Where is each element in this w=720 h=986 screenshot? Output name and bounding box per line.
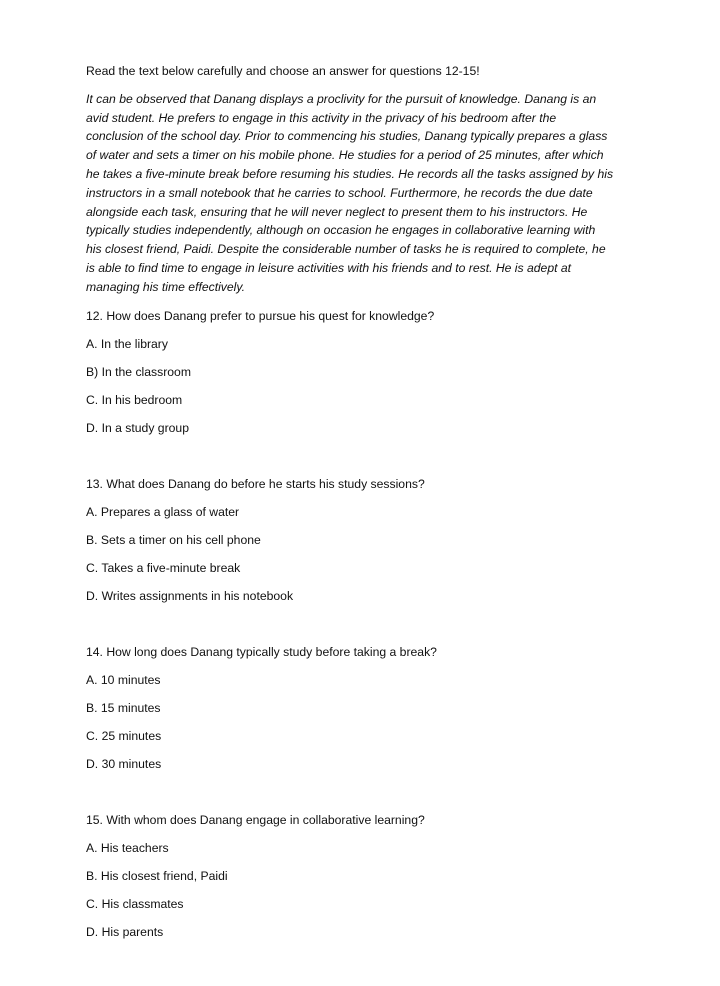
passage-line: typically studies independently, although on occasion he engages in collaborative learning with bbox=[86, 223, 596, 238]
passage-line: his closest friend, Paidi. Despite the considerable number of tasks he is required to complete, he bbox=[86, 242, 606, 257]
question-13 bbox=[86, 475, 646, 606]
answer-option: D. In a study group bbox=[86, 420, 189, 435]
answer-option: D. Writes assignments in his notebook bbox=[86, 588, 294, 603]
spacer bbox=[86, 783, 646, 811]
passage-line: is able to find time to engage in leisure activities with his friends and to rest. He is adept at bbox=[86, 260, 572, 275]
question-15 bbox=[86, 811, 646, 942]
answer-option: C. His classmates bbox=[86, 896, 184, 911]
answer-option: C. Takes a five-minute break bbox=[86, 560, 241, 575]
question-14 bbox=[86, 643, 646, 774]
answer-option: A. 10 minutes bbox=[86, 672, 161, 687]
question-text: 13. What does Danang do before he starts his study sessions? bbox=[86, 476, 425, 491]
answer-option: A. In the library bbox=[86, 336, 168, 351]
passage-line: It can be observed that Danang displays a proclivity for the pursuit of knowledge. Danang is an bbox=[86, 91, 597, 106]
question-text: 15. With whom does Danang engage in collaborative learning? bbox=[86, 812, 425, 827]
reading-passage bbox=[86, 90, 646, 297]
passage-line: conclusion of the school day. Prior to commencing his studies, Danang typically prepares a glass bbox=[86, 129, 608, 144]
passage-line: managing his time effectively. bbox=[86, 279, 245, 294]
document-page bbox=[86, 62, 646, 951]
answer-option: A. Prepares a glass of water bbox=[86, 504, 240, 519]
passage-line: alongside each task, ensuring that he will never neglect to present them to his instructors. He bbox=[86, 204, 588, 219]
answer-option: D. 30 minutes bbox=[86, 756, 162, 771]
answer-option: B. Sets a timer on his cell phone bbox=[86, 532, 261, 547]
answer-option: C. In his bedroom bbox=[86, 392, 183, 407]
answer-option: A. His teachers bbox=[86, 840, 169, 855]
question-12 bbox=[86, 307, 646, 438]
answer-option: B. 15 minutes bbox=[86, 700, 161, 715]
spacer bbox=[86, 615, 646, 643]
passage-line: he takes a five-minute break before resuming his studies. He records all the tasks assigned by his bbox=[86, 166, 614, 181]
answer-option: C. 25 minutes bbox=[86, 728, 162, 743]
question-text: 14. How long does Danang typically study before taking a break? bbox=[86, 644, 437, 659]
spacer bbox=[86, 447, 646, 475]
answer-option: D. His parents bbox=[86, 924, 164, 939]
question-text: 12. How does Danang prefer to pursue his quest for knowledge? bbox=[86, 308, 435, 323]
passage-line: avid student. He prefers to engage in this activity in the privacy of his bedroom after the bbox=[86, 110, 557, 125]
passage-line: instructors in a small notebook that he carries to school. Furthermore, he records the due date bbox=[86, 185, 593, 200]
answer-option: B. His closest friend, Paidi bbox=[86, 868, 228, 883]
answer-option: B) In the classroom bbox=[86, 364, 191, 379]
instruction-text: Read the text below carefully and choose an answer for questions 12-15! bbox=[86, 64, 480, 78]
passage-line: of water and sets a timer on his mobile phone. He studies for a period of 25 minutes, after which bbox=[86, 148, 604, 163]
